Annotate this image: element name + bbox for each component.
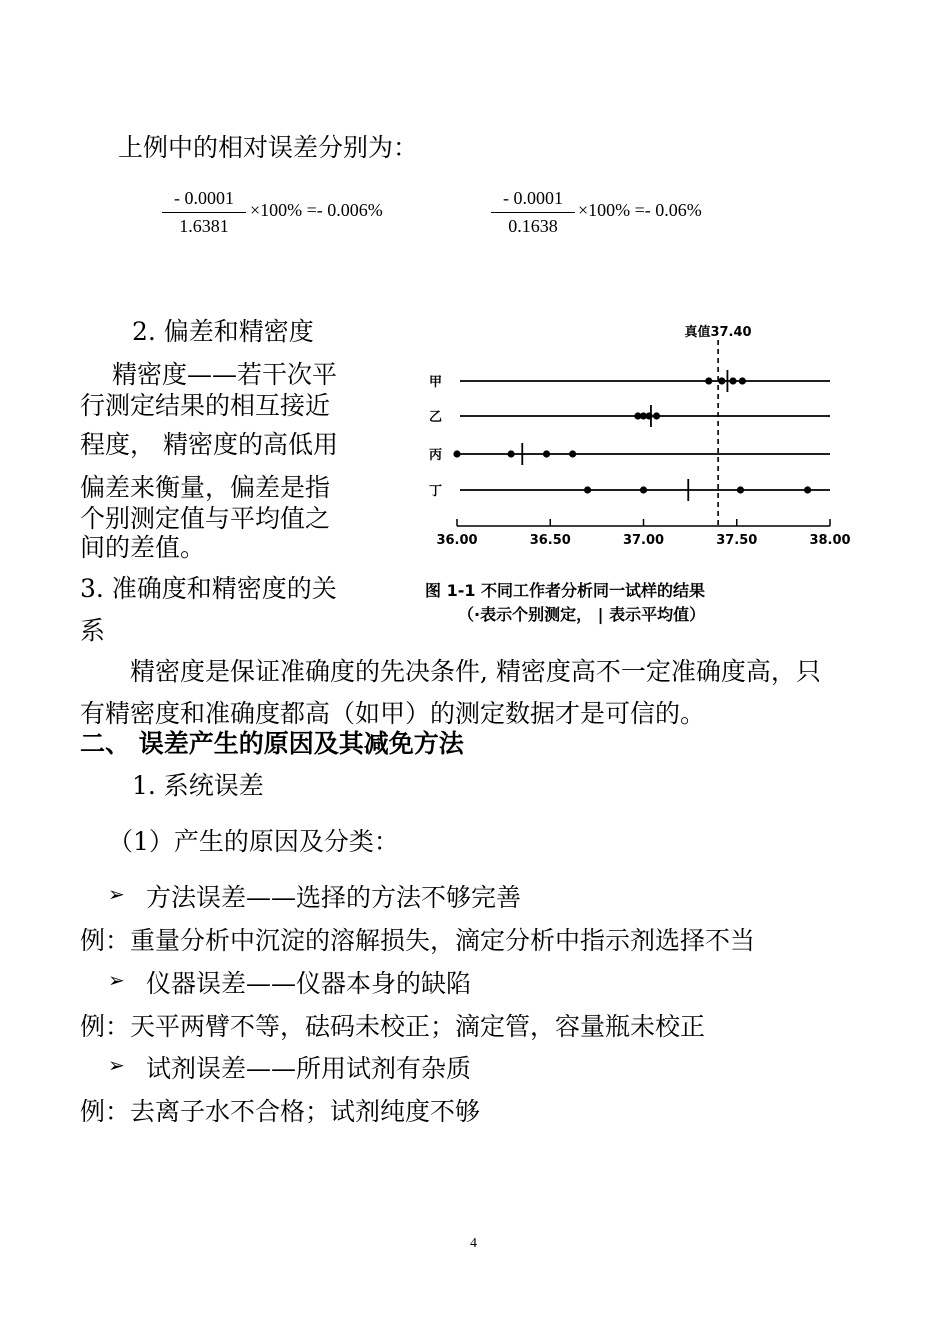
intro-line: 上例中的相对误差分别为： bbox=[118, 133, 419, 162]
section-2-heading: 2. 偏差和精密度 bbox=[132, 317, 314, 346]
sub-heading-systematic-error: 1. 系统误差 bbox=[132, 771, 264, 800]
equation-1-rest: ×100% =- 0.006% bbox=[250, 200, 383, 220]
section-heading-two: 二、 误差产生的原因及其减免方法 bbox=[80, 729, 464, 758]
example-line: 例：去离子水不合格；试剂纯度不够 bbox=[80, 1097, 481, 1126]
x-tick-label: 37.00 bbox=[622, 533, 665, 548]
measurement-point bbox=[739, 377, 746, 384]
measurement-point bbox=[729, 377, 736, 384]
arrow-bullet-icon: ➢ bbox=[108, 968, 125, 992]
left-text-line: 间的差值。 bbox=[80, 533, 206, 562]
arrow-bullet-icon: ➢ bbox=[108, 1053, 125, 1077]
left-text-line: 偏差来衡量，偏差是指 bbox=[80, 473, 331, 502]
equation-1-numerator: - 0.0001 bbox=[174, 188, 234, 208]
equation-2-fraction bbox=[491, 188, 575, 240]
cause-heading: （1）产生的原因及分类： bbox=[108, 827, 399, 856]
bullet-text: 试剂误差——所用试剂有杂质 bbox=[146, 1054, 472, 1083]
measurement-point bbox=[653, 412, 660, 419]
bullet-item bbox=[108, 882, 125, 906]
left-text-line: 程度， 精密度的高低用 bbox=[80, 430, 338, 459]
row-label-4: 丁 bbox=[428, 484, 442, 499]
measurement-point bbox=[543, 450, 550, 457]
section-3-heading-line: 系 bbox=[80, 616, 106, 645]
true-value-label: 真值37.40 bbox=[684, 325, 752, 340]
x-tick-label: 36.50 bbox=[529, 533, 571, 548]
bullet-text: 仪器误差——仪器本身的缺陷 bbox=[146, 969, 472, 998]
equation-2-rest: ×100% =- 0.06% bbox=[578, 200, 702, 220]
figure-caption-line-2: （·表示个别测定， | 表示平均值） bbox=[458, 605, 706, 624]
example-line: 例：天平两臂不等，砝码未校正；滴定管，容量瓶未校正 bbox=[80, 1012, 706, 1041]
equation-2-numerator: - 0.0001 bbox=[503, 188, 563, 208]
figure-caption-line-1: 图 1-1 不同工作者分析同一试样的结果 bbox=[425, 581, 706, 600]
left-text-line: 个别测定值与平均值之 bbox=[80, 504, 331, 533]
measurement-point bbox=[705, 377, 712, 384]
equation-1-fraction-bar bbox=[162, 212, 246, 213]
row-label-3: 丙 bbox=[428, 448, 442, 463]
equation-2-fraction-bar bbox=[491, 212, 575, 213]
x-tick-label: 37.50 bbox=[716, 533, 758, 548]
bullet-item bbox=[108, 1053, 125, 1077]
measurement-point bbox=[804, 486, 811, 493]
measurement-point bbox=[640, 486, 647, 493]
figure-1-1-chart bbox=[420, 318, 870, 634]
arrow-bullet-icon: ➢ bbox=[108, 882, 125, 906]
measurement-point bbox=[507, 450, 514, 457]
left-text-line: 精密度——若干次平 bbox=[112, 360, 338, 389]
paragraph-line: 精密度是保证准确度的先决条件, 精密度高不一定准确度高，只 bbox=[130, 657, 821, 686]
row-label-2: 乙 bbox=[428, 410, 442, 425]
page-number: 4 bbox=[470, 1236, 477, 1251]
measurement-point bbox=[737, 486, 744, 493]
x-tick-label: 36.00 bbox=[436, 533, 478, 548]
x-tick-label: 38.00 bbox=[809, 533, 851, 548]
section-3-heading-line: 3. 准确度和精密度的关 bbox=[80, 574, 337, 603]
equation-1-fraction bbox=[162, 188, 246, 240]
bullet-item bbox=[108, 968, 125, 992]
measurement-point bbox=[569, 450, 576, 457]
bullet-text: 方法误差——选择的方法不够完善 bbox=[146, 883, 522, 912]
measurement-point bbox=[718, 377, 725, 384]
row-label-1: 甲 bbox=[428, 375, 442, 390]
equation-2-denominator: 0.1638 bbox=[508, 216, 558, 236]
paragraph-line: 有精密度和准确度都高（如甲）的测定数据才是可信的。 bbox=[80, 699, 706, 728]
measurement-point bbox=[453, 450, 460, 457]
example-line: 例：重量分析中沉淀的溶解损失，滴定分析中指示剂选择不当 bbox=[80, 926, 756, 955]
left-text-line: 行测定结果的相互接近 bbox=[80, 391, 331, 420]
equation-1-denominator: 1.6381 bbox=[179, 216, 229, 236]
measurement-point bbox=[584, 486, 591, 493]
